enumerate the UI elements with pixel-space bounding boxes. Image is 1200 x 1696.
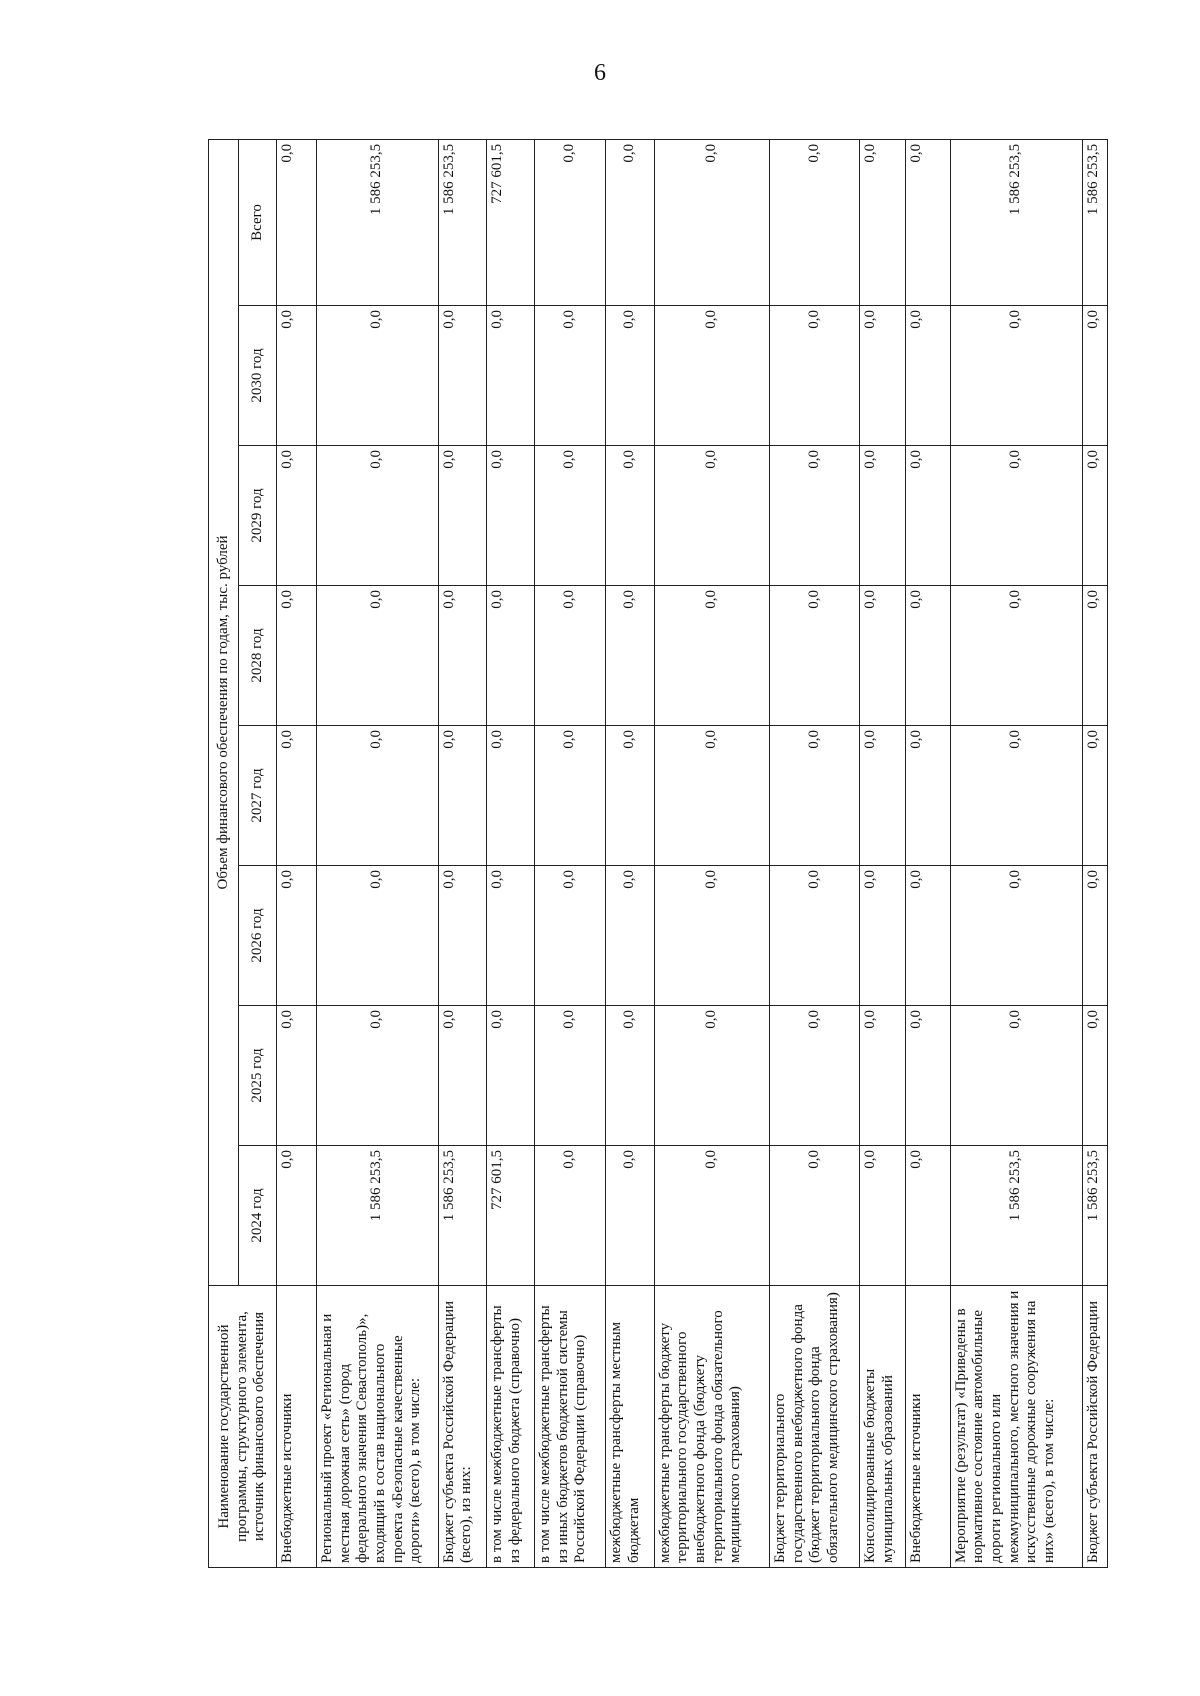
cell-value: 1 586 253,5 [438,139,486,305]
cell-value: 0,0 [860,1146,906,1286]
cell-value: 0,0 [654,866,769,1006]
page-number: 6 [594,60,606,86]
cell-value: 1 586 253,5 [1082,1146,1107,1286]
cell-value: 0,0 [277,726,317,866]
cell-value: 0,0 [316,1006,438,1146]
table-row [950,139,1082,1567]
cell-value: 0,0 [860,586,906,726]
cell-value: 0,0 [906,1146,950,1286]
year-header: 2026 год [239,866,277,1006]
cell-value: 0,0 [535,1006,606,1146]
cell-value: 0,0 [654,446,769,586]
cell-value: 0,0 [316,866,438,1006]
cell-value: 0,0 [654,139,769,305]
cell-value: 0,0 [654,726,769,866]
cell-value: 0,0 [860,866,906,1006]
cell-value: 0,0 [770,1146,860,1286]
year-header: 2030 год [239,306,277,446]
row-name: Внебюджетные источники [277,1286,317,1568]
table-row [906,139,950,1567]
cell-value: 0,0 [277,446,317,586]
cell-value: 0,0 [860,139,906,305]
cell-value: 0,0 [860,1006,906,1146]
cell-value: 0,0 [950,586,1082,726]
total-header: Всего [239,139,277,305]
cell-value: 0,0 [606,586,654,726]
cell-value: 727 601,5 [486,1146,534,1286]
volume-header: Объем финансового обеспечения по годам, тыс. рублей [209,139,239,1285]
table-row [438,139,486,1567]
name-column-header: Наименование государственной программы, структурного элемента, источник финансового обеспечения [209,1286,277,1568]
cell-value: 0,0 [277,1006,317,1146]
cell-value: 0,0 [906,586,950,726]
table-row [606,139,654,1567]
cell-value: 0,0 [486,1006,534,1146]
cell-value: 0,0 [770,726,860,866]
cell-value: 0,0 [770,866,860,1006]
cell-value: 0,0 [770,306,860,446]
cell-value: 0,0 [486,866,534,1006]
year-header: 2027 год [239,726,277,866]
cell-value: 1 586 253,5 [316,1146,438,1286]
cell-value: 0,0 [906,446,950,586]
cell-value: 0,0 [1082,306,1107,446]
row-name: Бюджет территориального государственного внебюджетного фонда (бюджет территориального фонда обязательного медицинского страхования) [770,1286,860,1568]
table-row [316,139,438,1567]
cell-value: 0,0 [950,1006,1082,1146]
cell-value: 0,0 [860,726,906,866]
cell-value: 0,0 [1082,586,1107,726]
cell-value: 0,0 [316,306,438,446]
cell-value: 0,0 [770,446,860,586]
cell-value: 0,0 [535,139,606,305]
cell-value: 0,0 [654,1006,769,1146]
row-name: Внебюджетные источники [906,1286,950,1568]
cell-value: 0,0 [1082,866,1107,1006]
cell-value: 1 586 253,5 [950,1146,1082,1286]
row-name: межбюджетные трансферты бюджету территориального государственного внебюджетного фонда (бюджету территориального фонда обязательного медицинского страхования) [654,1286,769,1568]
cell-value: 0,0 [486,446,534,586]
cell-value: 0,0 [438,306,486,446]
cell-value: 0,0 [770,1006,860,1146]
cell-value: 0,0 [486,726,534,866]
cell-value: 0,0 [606,866,654,1006]
table-row [535,139,606,1567]
year-header: 2029 год [239,446,277,586]
row-name: Региональный проект «Региональная и местная дорожная сеть» (город федерального значения Севастополь)», входящий в состав национального проекта «Безопасные качественные дороги» (всего), в том числе: [316,1286,438,1568]
year-header: 2024 год [239,1146,277,1286]
cell-value: 0,0 [770,139,860,305]
cell-value: 0,0 [277,306,317,446]
cell-value: 0,0 [277,586,317,726]
cell-value: 0,0 [535,446,606,586]
cell-value: 0,0 [860,306,906,446]
cell-value: 0,0 [950,726,1082,866]
cell-value: 0,0 [486,586,534,726]
cell-value: 0,0 [606,446,654,586]
table-row [860,139,906,1567]
row-name: Бюджет субъекта Российской Федерации (всего), из них: [438,1286,486,1568]
cell-value: 0,0 [535,306,606,446]
cell-value: 0,0 [316,446,438,586]
cell-value: 0,0 [906,866,950,1006]
year-header: 2025 год [239,1006,277,1146]
cell-value: 0,0 [1082,1006,1107,1146]
cell-value: 1 586 253,5 [1082,139,1107,305]
cell-value: 0,0 [1082,726,1107,866]
cell-value: 0,0 [535,866,606,1006]
cell-value: 0,0 [906,726,950,866]
row-name: в том числе межбюджетные трансферты из иных бюджетов бюджетной системы Российской Федерации (справочно) [535,1286,606,1568]
cell-value: 0,0 [906,1006,950,1146]
cell-value: 0,0 [535,1146,606,1286]
cell-value: 0,0 [316,586,438,726]
cell-value: 0,0 [277,866,317,1006]
row-name: Консолидированные бюджеты муниципальных образований [860,1286,906,1568]
table-row [277,139,317,1567]
cell-value: 0,0 [654,586,769,726]
cell-value: 0,0 [535,586,606,726]
cell-value: 0,0 [535,726,606,866]
cell-value: 0,0 [438,586,486,726]
cell-value: 0,0 [950,866,1082,1006]
cell-value: 1 586 253,5 [438,1146,486,1286]
cell-value: 0,0 [950,306,1082,446]
cell-value: 0,0 [606,726,654,866]
cell-value: 0,0 [906,139,950,305]
cell-value: 0,0 [654,1146,769,1286]
cell-value: 0,0 [438,866,486,1006]
cell-value: 0,0 [606,1006,654,1146]
cell-value: 0,0 [316,726,438,866]
cell-value: 0,0 [950,446,1082,586]
cell-value: 0,0 [906,306,950,446]
financing-table [208,139,1108,1568]
table-row [770,139,860,1567]
table-row [654,139,769,1567]
row-name: в том числе межбюджетные трансферты из федерального бюджета (справочно) [486,1286,534,1568]
cell-value: 0,0 [860,446,906,586]
cell-value: 727 601,5 [486,139,534,305]
cell-value: 0,0 [770,586,860,726]
cell-value: 0,0 [1082,446,1107,586]
cell-value: 0,0 [277,139,317,305]
cell-value: 1 586 253,5 [950,139,1082,305]
row-name: межбюджетные трансферты местным бюджетам [606,1286,654,1568]
cell-value: 0,0 [654,306,769,446]
cell-value: 0,0 [277,1146,317,1286]
cell-value: 0,0 [606,1146,654,1286]
table-row [1082,139,1107,1567]
cell-value: 0,0 [438,726,486,866]
row-name: Мероприятие (результат) «Приведены в нормативное состояние автомобильные дороги регионального или межмуниципального, местного значения и искусственные дорожные сооружения на них» (всего), в том числе: [950,1286,1082,1568]
row-name: Бюджет субъекта Российской Федерации [1082,1286,1107,1568]
cell-value: 0,0 [606,306,654,446]
rotated-table-container [208,140,1108,1568]
cell-value: 0,0 [486,306,534,446]
year-header: 2028 год [239,586,277,726]
table-row [486,139,534,1567]
cell-value: 0,0 [438,1006,486,1146]
cell-value: 0,0 [438,446,486,586]
cell-value: 1 586 253,5 [316,139,438,305]
cell-value: 0,0 [606,139,654,305]
